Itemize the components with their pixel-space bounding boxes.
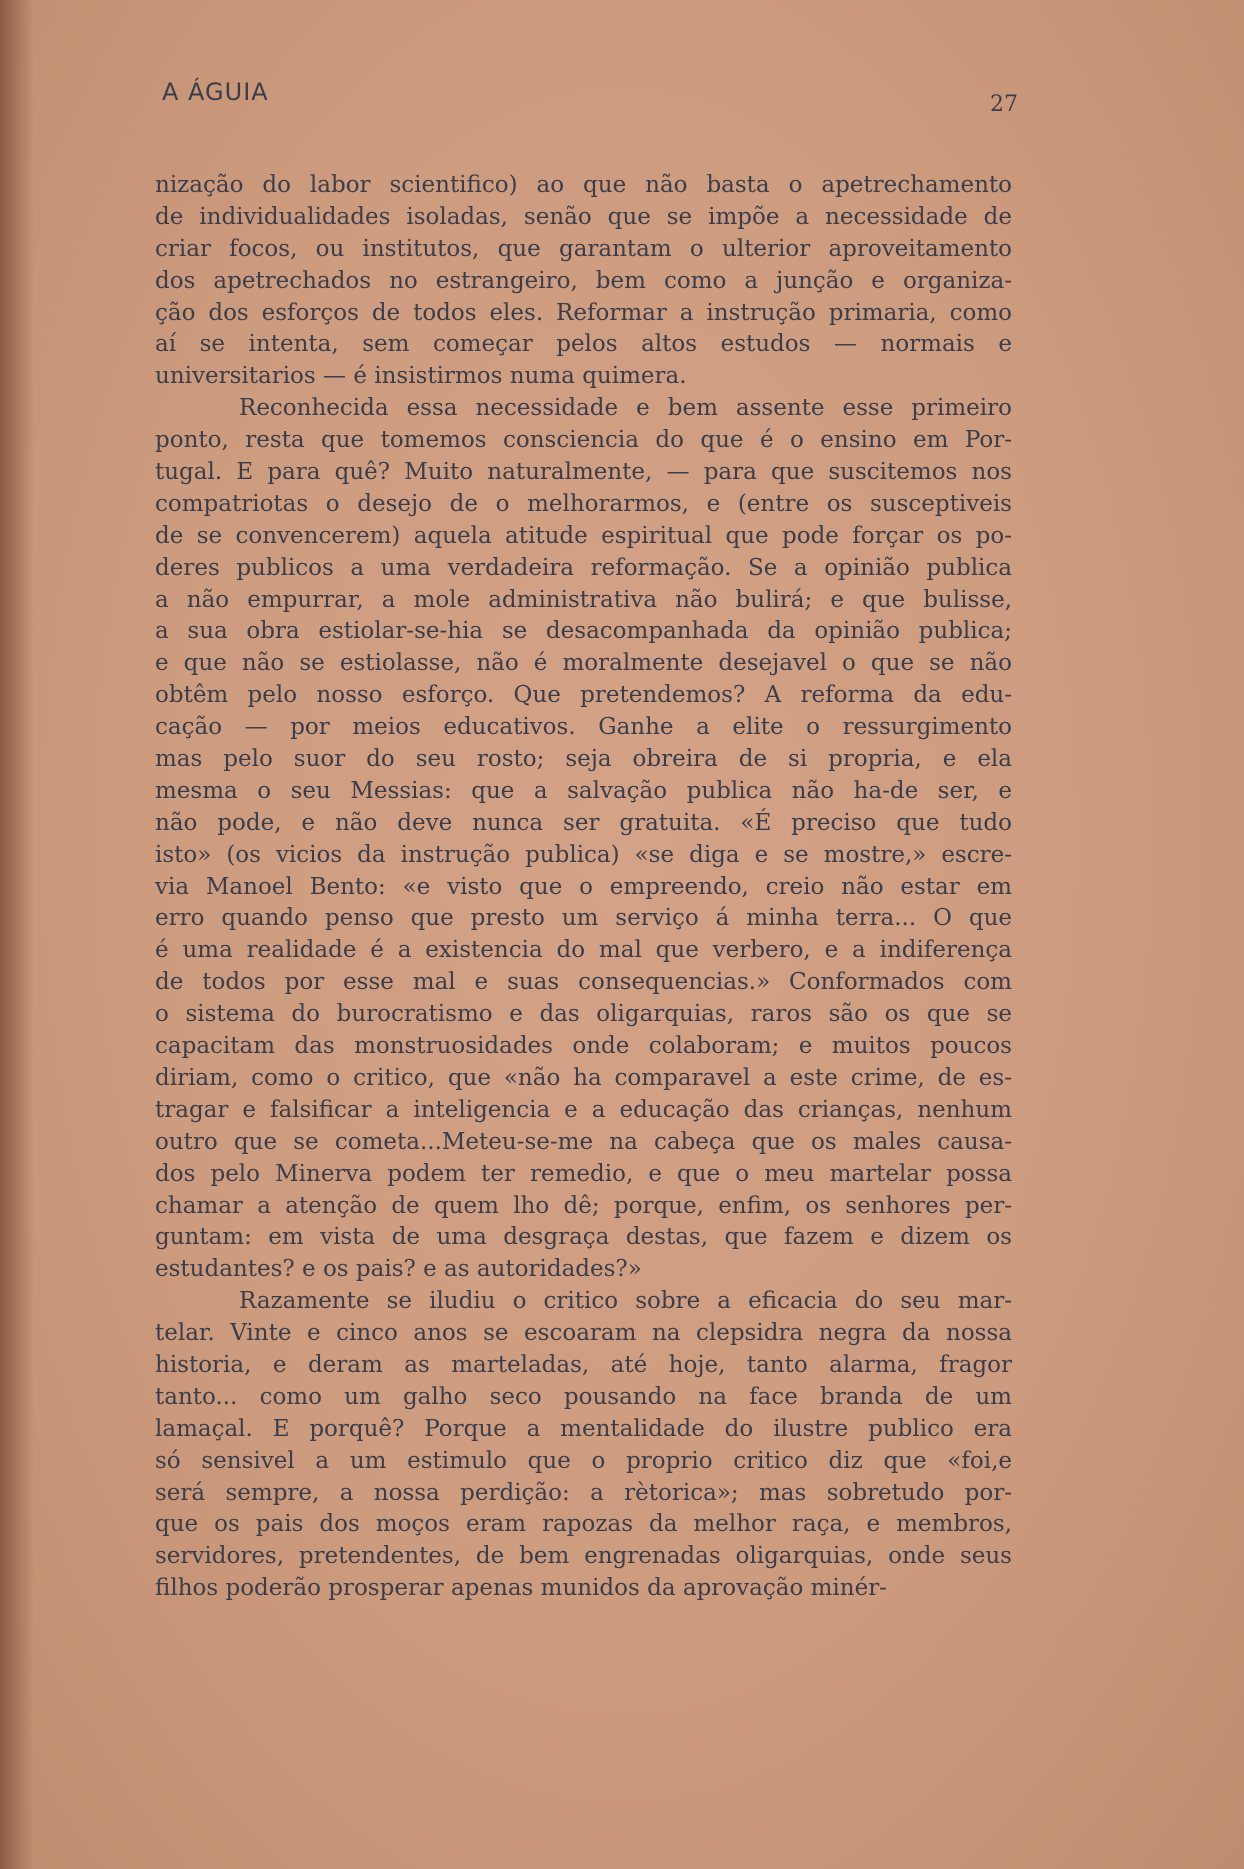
text-line: outro que se cometa...Meteu-se-me na cabeça que os males causa- xyxy=(155,1128,1012,1155)
text-line: a não empurrar, a mole administrativa não bulirá; e que bulisse, xyxy=(155,586,1012,613)
page-header xyxy=(162,78,1018,118)
text-line: nização do labor scientifico) ao que não basta o apetrechamento xyxy=(155,172,1012,198)
text-line: dos pelo Minerva podem ter remedio, e que o meu martelar possa xyxy=(155,1160,1012,1187)
text-line: é uma realidade é a existencia do mal que verbero, e a indiferença xyxy=(155,937,1012,964)
text-line: que os pais dos moços eram rapozas da melhor raça, e membros, xyxy=(155,1511,1012,1538)
text-line: o sistema do burocratismo e das oligarquias, raros são os que se xyxy=(155,1001,1012,1028)
text-line: lamaçal. E porquê? Porque a mentalidade do ilustre publico era xyxy=(155,1415,1012,1442)
running-title: A ÁGUIA xyxy=(162,78,269,106)
text-line: chamar a atenção de quem lho dê; porque, enfim, os senhores per- xyxy=(155,1192,1012,1219)
text-line: mesma o seu Messias: que a salvação publica não ha-de ser, e xyxy=(155,777,1012,804)
text-line: tugal. E para quê? Muito naturalmente, — para que suscitemos nos xyxy=(155,459,1012,486)
body-text xyxy=(155,170,1012,1605)
text-line: capacitam das monstruosidades onde colaboram; e muitos poucos xyxy=(155,1033,1012,1060)
page-number: 27 xyxy=(990,92,1018,117)
text-line: ponto, resta que tomemos consciencia do que é o ensino em Por- xyxy=(155,427,1012,454)
text-line: compatriotas o desejo de o melhorarmos, e (entre os susceptiveis xyxy=(155,490,1012,517)
text-line: tragar e falsificar a inteligencia e a educação das crianças, nenhum xyxy=(155,1096,1012,1123)
text-line: aí se intenta, sem começar pelos altos estudos — normais e xyxy=(155,331,1012,358)
text-line: tanto... como um galho seco pousando na face branda de um xyxy=(155,1383,1012,1410)
text-line: isto» (os vicios da instrução publica) «se diga e se mostre,» escre- xyxy=(155,841,1012,868)
text-line: será sempre, a nossa perdição: a rètorica»; mas sobretudo por- xyxy=(155,1479,1012,1506)
paragraph-start-line: Razamente se iludiu o critico sobre a eficacia do seu mar- xyxy=(239,1288,1012,1315)
text-line: obtêm pelo nosso esforço. Que pretendemos? A reforma da edu- xyxy=(155,682,1012,709)
paragraph-end-line: estudantes? e os pais? e as autoridades?» xyxy=(155,1256,642,1283)
text-line: não pode, e não deve nunca ser gratuita. «É preciso que tudo xyxy=(155,809,1012,836)
text-line: erro quando penso que presto um serviço á minha terra... O que xyxy=(155,905,1012,932)
text-line: filhos poderão prosperar apenas munidos da aprovação minér- xyxy=(155,1575,887,1602)
text-line: telar. Vinte e cinco anos se escoaram na clepsidra negra da nossa xyxy=(155,1320,1012,1347)
text-line: só sensivel a um estimulo que o proprio critico diz que «foi,e xyxy=(155,1447,1012,1474)
text-line: cação — por meios educativos. Ganhe a elite o ressurgimento xyxy=(155,714,1012,741)
page-binding-edge xyxy=(0,0,34,1869)
text-line: ção dos esforços de todos eles. Reformar a instrução primaria, como xyxy=(155,299,1012,326)
text-line: via Manoel Bento: «e visto que o empreendo, creio não estar em xyxy=(155,873,1012,900)
text-line: diriam, como o critico, que «não ha comparavel a este crime, de es- xyxy=(155,1064,1012,1091)
text-line: de se convencerem) aquela atitude espiritual que pode forçar os po- xyxy=(155,522,1012,549)
text-line: historia, e deram as marteladas, até hoje, tanto alarma, fragor xyxy=(155,1351,1012,1378)
text-line: e que não se estiolasse, não é moralmente desejavel o que se não xyxy=(155,650,1012,677)
text-line: a sua obra estiolar-se-hia se desacompanhada da opinião publica; xyxy=(155,618,1012,645)
paragraph-start-line: Reconhecida essa necessidade e bem assente esse primeiro xyxy=(239,395,1012,422)
text-line: servidores, pretendentes, de bem engrenadas oligarquias, onde seus xyxy=(155,1543,1012,1570)
text-line: dos apetrechados no estrangeiro, bem como a junção e organiza- xyxy=(155,267,1012,294)
paragraph-end-line: universitarios — é insistirmos numa quimera. xyxy=(155,363,687,390)
text-line: criar focos, ou institutos, que garantam o ulterior aproveitamento xyxy=(155,235,1012,262)
text-line: mas pelo suor do seu rosto; seja obreira de si propria, e ela xyxy=(155,746,1012,773)
text-line: guntam: em vista de uma desgraça destas, que fazem e dizem os xyxy=(155,1224,1012,1251)
text-line: deres publicos a uma verdadeira reformação. Se a opinião publica xyxy=(155,554,1012,581)
text-line: de todos por esse mal e suas consequencias.» Conformados com xyxy=(155,969,1012,996)
text-line: de individualidades isoladas, senão que se impõe a necessidade de xyxy=(155,203,1012,230)
